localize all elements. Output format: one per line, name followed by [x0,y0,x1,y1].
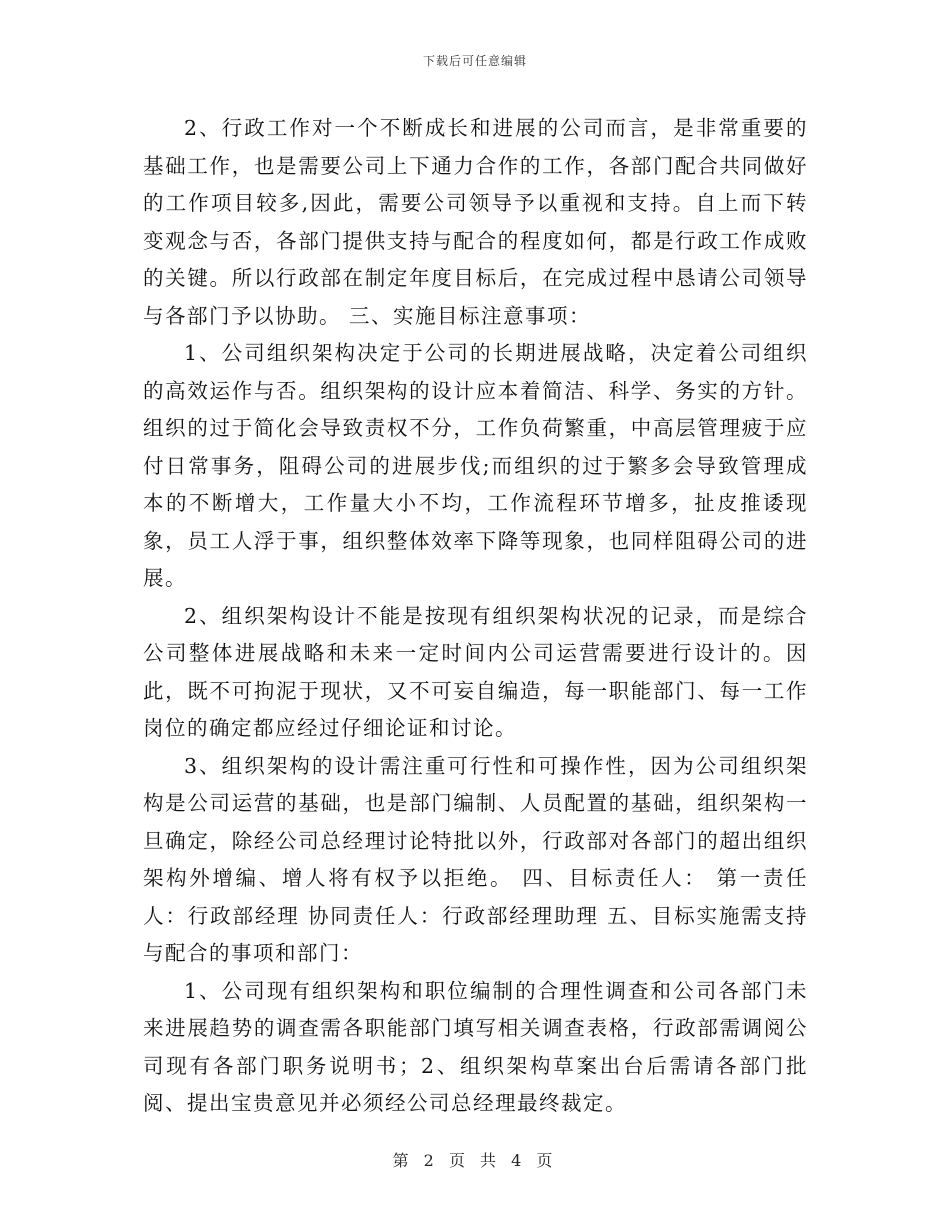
page-header-note: 下载后可任意编辑 [422,54,527,68]
paragraph-1: 2、行政工作对一个不断成长和进展的公司而言，是非常重要的基础工作，也是需要公司上下通力合作的工作，各部门配合共同做好的工作项目较多,因此，需要公司领导予以重视和支持。自上而下转变观念与否，各部门提供支持与配合的程度如何，都是行政工作成败的关键。所以行政部在制定年度目标后，在完成过程中恳请公司领导与各部门予以协助。 三、实施目标注意事项： [143,116,808,328]
document-body [143,110,808,1123]
paragraph-3: 2、组织架构设计不能是按现有组织架构状况的记录，而是综合公司整体进展战略和未来一定时间内公司运营需要进行设计的。因此，既不可拘泥于现状，又不可妄自编造，每一职能部门、每一工作岗位的确定都应经过仔细论证和讨论。 [143,603,808,740]
paragraph-5: 1、公司现有组织架构和职位编制的合理性调查和公司各部门未来进展趋势的调查需各职能部门填写相关调查表格，行政部需调阅公司现有各部门职务说明书；2、组织架构草案出台后需请各部门批阅、提出宝贵意见并必须经公司总经理最终裁定。 [143,978,808,1115]
paragraph-2: 1、公司组织架构决定于公司的长期进展战略，决定着公司组织的高效运作与否。组织架构的设计应本着简洁、科学、务实的方针。组织的过于简化会导致责权不分，工作负荷繁重，中高层管理疲于应付日常事务，阻碍公司的进展步伐;而组织的过于繁多会导致管理成本的不断增大，工作量大小不均，工作流程环节增多，扯皮推诿现象，员工人浮于事，组织整体效率下降等现象，也同样阻碍公司的进展。 [143,341,808,590]
page-number: 第 2 页 共 4 页 [392,1151,558,1170]
paragraph-4: 3、组织架构的设计需注重可行性和可操作性，因为公司组织架构是公司运营的基础，也是部门编制、人员配置的基础，组织架构一旦确定，除经公司总经理讨论特批以外，行政部对各部门的超出组织架构外增编、增人将有权予以拒绝。 四、目标责任人： 第一责任人：行政部经理 协同责任人：行政部经理助理 五、目标实施需支持与配合的事项和部门： [143,753,808,965]
